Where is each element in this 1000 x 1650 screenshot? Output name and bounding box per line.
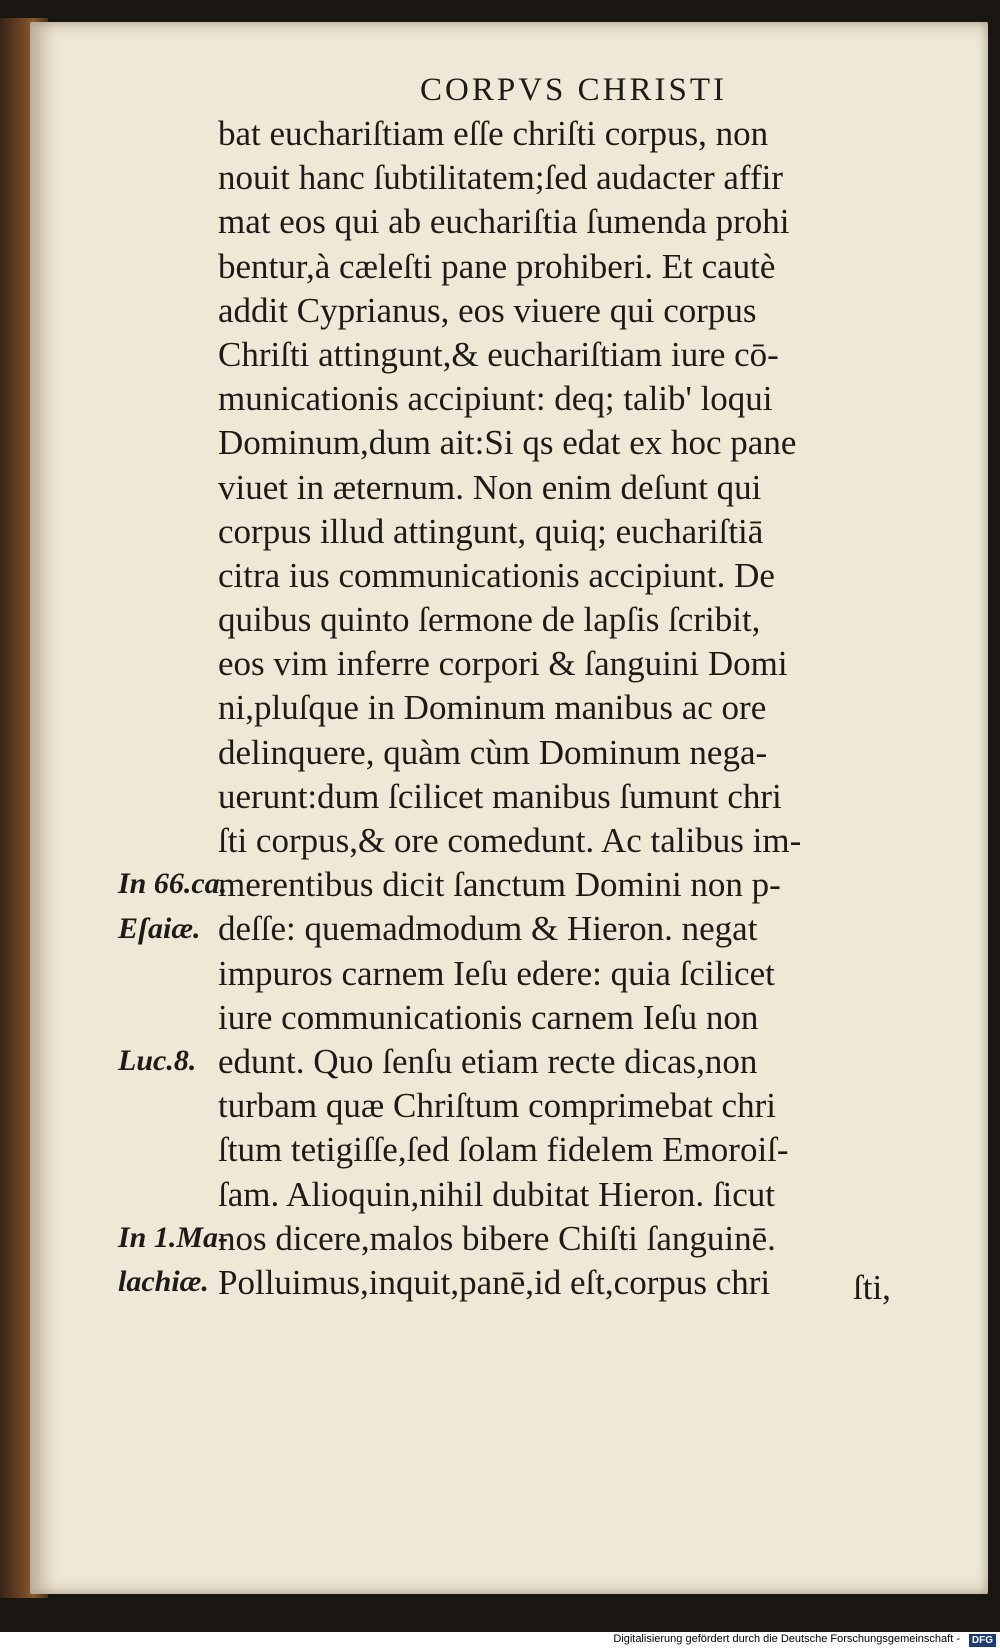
text-line: merentibus dicit ſanctum Domini non p- — [218, 865, 781, 905]
margin-note: In 1.Ma- — [118, 1221, 229, 1254]
text-line: Dominum,dum ait:Si qs edat ex hoc pane — [218, 423, 797, 463]
text-line: ni,pluſque in Dominum manibus ac ore — [218, 688, 767, 728]
text-line: bentur,à cæleſti pane prohiberi. Et cautè — [218, 246, 776, 286]
text-line: municationis accipiunt: deq; talib' loqui — [218, 379, 773, 419]
text-line: ſam. Alioquin,nihil dubitat Hieron. ſicut — [218, 1174, 776, 1214]
text-line: edunt. Quo ſenſu etiam recte dicas,non — [218, 1041, 758, 1081]
text-line: nouit hanc ſubtilitatem;ſed audacter affir — [218, 158, 783, 198]
text-line: citra ius communicationis accipiunt. De — [218, 555, 775, 595]
margin-note: Eſaiæ. — [118, 911, 201, 945]
text-line: mat eos qui ab euchariſtia ſumenda prohi — [218, 202, 790, 242]
text-line: delinquere, quàm cùm Dominum nega- — [218, 732, 768, 772]
text-line: turbam quæ Chriſtum comprimebat chri — [218, 1086, 776, 1126]
dfg-logo: DFG — [969, 1634, 996, 1647]
text-line: ſtum tetigiſſe,ſed ſolam fidelem Emoroiſ- — [218, 1130, 789, 1170]
text-line: addit Cyprianus, eos viuere qui corpus — [218, 290, 757, 330]
footer-credit: Digitalisierung gefördert durch die Deutsche Forschungsgemeinschaft - — [613, 1633, 960, 1645]
text-line: iure communicationis carnem Ieſu non — [218, 997, 759, 1037]
text-line: impuros carnem Ieſu edere: quia ſcilicet — [218, 953, 775, 993]
text-line: eos vim inferre corpori & ſanguini Domi — [218, 644, 788, 684]
text-line: Chriſti attingunt,& euchariſtiam iure cō- — [218, 334, 779, 374]
text-line: bat euchariſtiam eſſe chriſti corpus, non — [218, 114, 769, 153]
text-line: quibus quinto ſermone de lapſis ſcribit, — [218, 600, 761, 640]
text-line: corpus illud attingunt, quiq; euchariſtiā — [218, 511, 764, 551]
body-text-block — [218, 112, 938, 1305]
margin-note: Luc.8. — [118, 1044, 197, 1078]
text-line: Polluimus,inquit,panē,id eſt,corpus chri — [218, 1262, 771, 1302]
text-line: nos dicere,malos bibere Chiſti ſanguinē. — [218, 1218, 776, 1258]
text-line: viuet in æternum. Non enim deſunt qui — [218, 467, 762, 507]
text-line: ſti corpus,& ore comedunt. Ac talibus im- — [218, 821, 802, 860]
catchword: ſti, — [853, 1268, 891, 1307]
text-line: uerunt:dum ſcilicet manibus ſumunt chri — [218, 776, 782, 816]
margin-note: lachiæ. — [118, 1265, 209, 1299]
text-line: deſſe: quemadmodum & Hieron. negat — [218, 909, 758, 949]
margin-note: In 66.ca. — [118, 867, 228, 901]
running-head: CORPVS CHRISTI — [420, 72, 727, 108]
